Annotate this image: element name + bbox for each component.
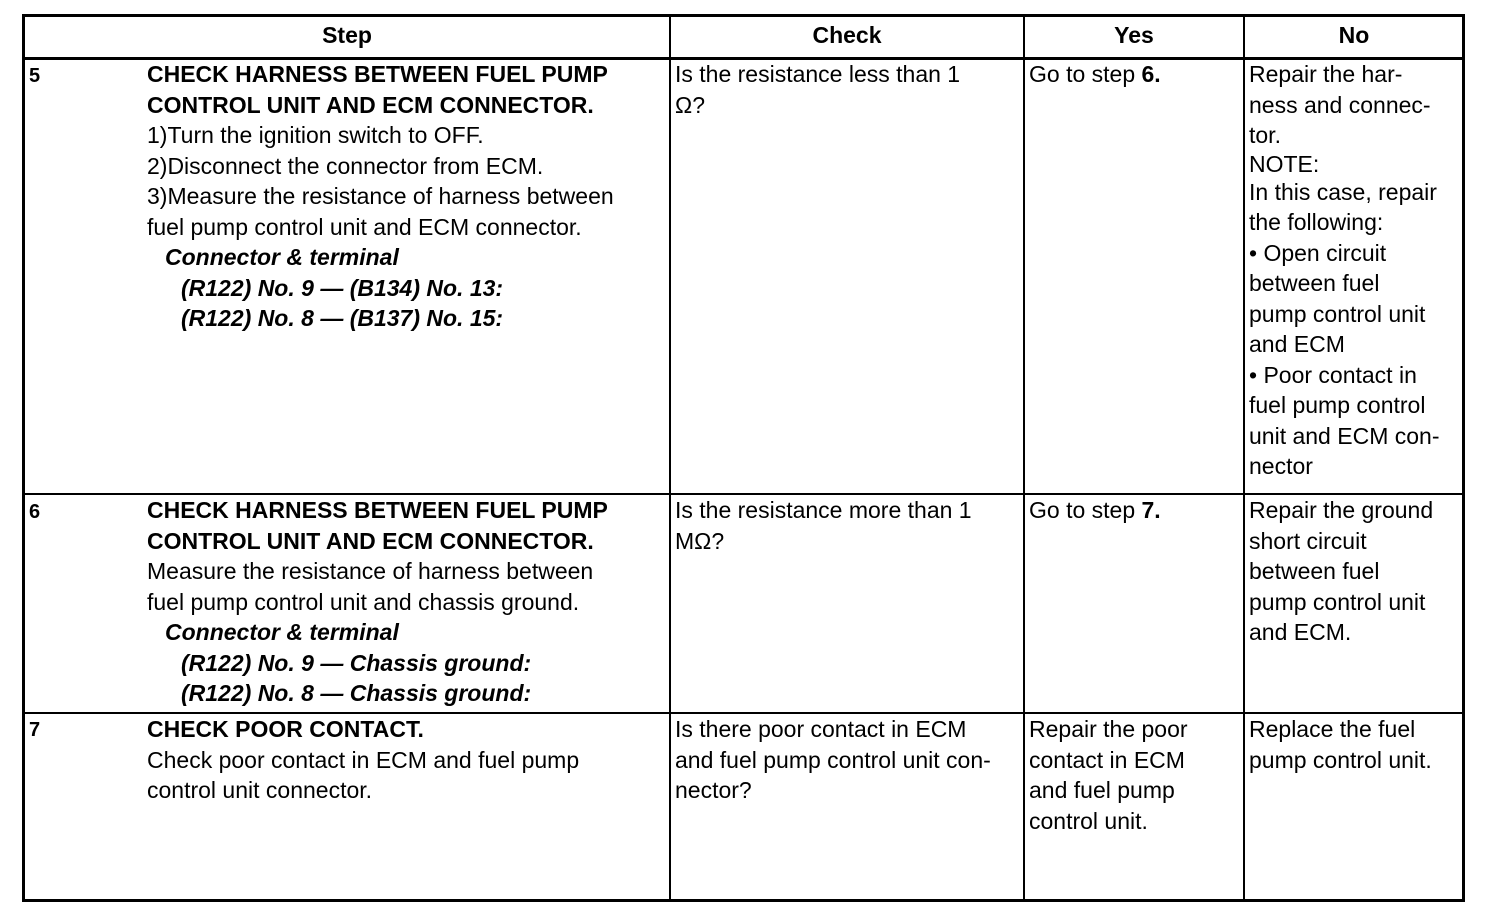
column-divider xyxy=(1023,17,1025,899)
check-text: nector? xyxy=(675,777,752,803)
yes-text: and fuel pump xyxy=(1029,777,1175,803)
step-title: CHECK HARNESS BETWEEN FUEL PUMP xyxy=(147,497,608,523)
note-bullet: • Poor contact in xyxy=(1249,361,1417,388)
step-5-description xyxy=(147,59,667,334)
no-text: short circuit xyxy=(1249,527,1367,554)
step-6-no xyxy=(1249,495,1463,648)
check-text: Is the resistance less than 1 xyxy=(675,61,961,87)
column-divider xyxy=(1243,17,1245,899)
step-7-check xyxy=(675,714,1020,806)
step-title: CHECK HARNESS BETWEEN FUEL PUMP xyxy=(147,61,608,87)
note-text: In this case, repair xyxy=(1249,178,1437,205)
step-instruction: control unit connector. xyxy=(147,777,373,803)
yes-step-ref: 6. xyxy=(1141,61,1161,87)
yes-text: Repair the poor xyxy=(1029,716,1188,742)
no-text: between fuel xyxy=(1249,558,1380,584)
no-text: ness and connec- xyxy=(1249,91,1431,118)
note-bullet: pump control unit xyxy=(1249,300,1426,327)
note-label: NOTE: xyxy=(1249,150,1320,177)
step-5-no xyxy=(1249,59,1463,482)
check-text: Is there poor contact in ECM xyxy=(675,716,967,742)
note-bullet: between fuel xyxy=(1249,270,1380,296)
check-text: MΩ? xyxy=(675,527,725,554)
step-title: CONTROL UNIT AND ECM CONNECTOR. xyxy=(147,91,594,118)
column-divider xyxy=(669,17,671,899)
yes-step-ref: 7. xyxy=(1141,497,1161,523)
step-title: CONTROL UNIT AND ECM CONNECTOR. xyxy=(147,527,594,554)
header-no: No xyxy=(1338,22,1370,48)
connector-label: Connector & terminal xyxy=(165,619,399,645)
note-bullet: fuel pump control xyxy=(1249,392,1426,418)
step-5-check xyxy=(675,59,1020,120)
step-instruction: 2)Disconnect the connector from ECM. xyxy=(147,152,544,179)
step-7-description xyxy=(147,714,667,806)
note-bullet: nector xyxy=(1249,453,1313,479)
step-7-no xyxy=(1249,714,1463,775)
header-check: Check xyxy=(812,22,882,48)
step-number: 6 xyxy=(29,501,41,523)
no-text: Repair the har- xyxy=(1249,61,1403,87)
note-text: the following: xyxy=(1249,209,1384,235)
header-step: Step xyxy=(322,22,372,48)
terminal-spec: (R122) No. 9 — (B134) No. 13: xyxy=(181,274,504,301)
step-title: CHECK POOR CONTACT. xyxy=(147,716,424,742)
step-instruction: fuel pump control unit and chassis ground. xyxy=(147,588,580,615)
diagnostic-table xyxy=(22,14,1465,902)
step-6-yes xyxy=(1029,495,1241,526)
no-text: pump control unit. xyxy=(1249,746,1432,773)
step-instruction: Check poor contact in ECM and fuel pump xyxy=(147,746,580,773)
no-text: pump control unit xyxy=(1249,588,1426,615)
note-bullet: and ECM xyxy=(1249,331,1345,357)
step-instruction: 1)Turn the ignition switch to OFF. xyxy=(147,122,484,148)
step-instruction: Measure the resistance of harness between xyxy=(147,558,594,584)
note-bullet: unit and ECM con- xyxy=(1249,422,1440,449)
check-text: Is the resistance more than 1 xyxy=(675,497,972,523)
check-text: and fuel pump control unit con- xyxy=(675,746,991,773)
terminal-spec: (R122) No. 8 — (B137) No. 15: xyxy=(181,305,504,331)
step-5-yes xyxy=(1029,59,1241,90)
step-number: 7 xyxy=(29,719,41,741)
terminal-spec: (R122) No. 9 — Chassis ground: xyxy=(181,649,532,676)
no-text: Replace the fuel xyxy=(1249,716,1416,742)
yes-text: contact in ECM xyxy=(1029,746,1185,773)
step-instruction: fuel pump control unit and ECM connector. xyxy=(147,213,582,240)
step-6-description xyxy=(147,495,667,709)
header-yes: Yes xyxy=(1114,22,1154,48)
check-text: Ω? xyxy=(675,91,705,118)
step-number: 5 xyxy=(29,65,41,87)
yes-text: control unit. xyxy=(1029,807,1148,834)
no-text: Repair the ground xyxy=(1249,497,1434,523)
note-bullet: • Open circuit xyxy=(1249,239,1387,266)
yes-text: Go to step xyxy=(1029,497,1142,523)
connector-label: Connector & terminal xyxy=(165,244,399,270)
terminal-spec: (R122) No. 8 — Chassis ground: xyxy=(181,680,532,706)
step-6-check xyxy=(675,495,1020,556)
step-instruction: 3)Measure the resistance of harness between xyxy=(147,183,614,209)
yes-text: Go to step xyxy=(1029,61,1142,87)
step-7-yes xyxy=(1029,714,1241,836)
no-text: tor. xyxy=(1249,122,1281,148)
no-text: and ECM. xyxy=(1249,619,1352,645)
